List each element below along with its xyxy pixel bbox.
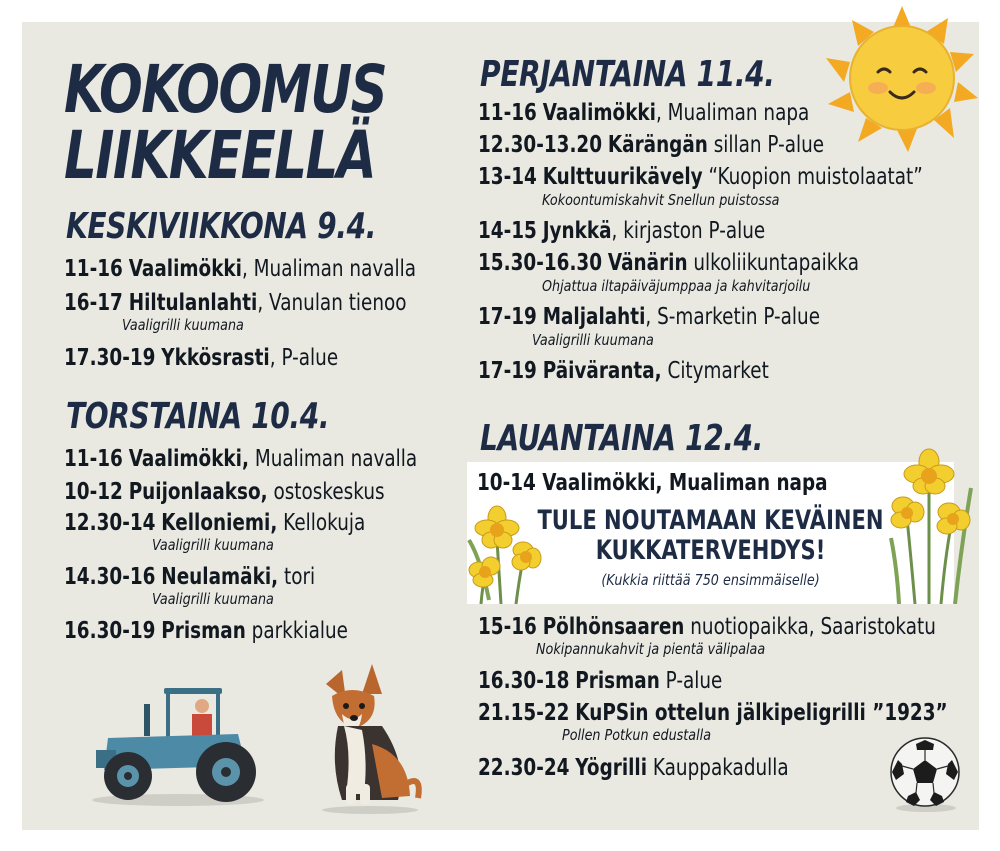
title-line-1: KOKOOMUS — [64, 51, 387, 128]
title-line-2: LIIKKEELLÄ — [64, 117, 376, 194]
event-row: 17.30-19 Ykkösrasti, P-alue — [64, 345, 339, 371]
event-row: 17-19 Maljalahti, S-marketin P-alue — [478, 304, 821, 330]
event-note: Vaaligrilli kuumana — [122, 316, 244, 334]
event-row: 16.30-18 Prisman P-alue — [478, 668, 723, 694]
promo-event: 10-14 Vaalimökki, Mualiman napa — [477, 470, 828, 496]
event-row: 11-16 Vaalimökki, Mualiman napa — [478, 100, 810, 126]
event-row: 16-17 Hiltulanlahti, Vanulan tienoo — [64, 290, 407, 316]
event-note: Pollen Potkun edustalla — [562, 726, 712, 744]
event-note: Kokoontumiskahvit Snellun puistossa — [542, 191, 780, 209]
daffodil-right-icon — [885, 448, 975, 604]
event-row: 11-16 Vaalimökki, Mualiman navalla — [64, 446, 418, 472]
tractor-icon — [88, 680, 268, 808]
day-heading-saturday: LAUANTAINA 12.4. — [480, 418, 764, 459]
event-note: Vaaligrilli kuumana — [532, 331, 654, 349]
daffodil-left-icon — [461, 500, 551, 604]
event-row: 12.30-14 Kelloniemi, Kellokuja — [64, 510, 366, 536]
sun-icon — [822, 4, 982, 154]
event-note: Nokipannukahvit ja pientä välipalaa — [536, 640, 766, 658]
dog-icon — [312, 664, 424, 814]
event-row: 13-14 Kulttuurikävely “Kuopion muistolaatat” — [478, 164, 923, 190]
event-row: 12.30-13.20 Kärängän sillan P-alue — [478, 132, 825, 158]
promo-headline-2: KUKKATERVEHDYS! — [595, 535, 826, 566]
event-row: 14.30-16 Neulamäki, tori — [64, 564, 316, 590]
event-row: 17-19 Päiväranta, Citymarket — [478, 358, 769, 384]
promo-note: (Kukkia riittää 750 ensimmäiselle) — [601, 571, 820, 589]
promo-box — [467, 462, 954, 604]
day-heading-friday: PERJANTAINA 11.4. — [480, 54, 775, 95]
event-note: Vaaligrilli kuumana — [152, 590, 274, 608]
event-row: 22.30-24 Yögrilli Kauppakadulla — [478, 755, 789, 781]
event-row: 15-16 Pölhönsaaren nuotiopaikka, Saaristokatu — [478, 614, 936, 640]
event-row: 10-12 Puijonlaakso, ostoskeskus — [64, 479, 385, 505]
event-row: 21.15-22 KuPSin ottelun jälkipeligrilli ”1923” — [478, 700, 948, 726]
day-heading-wednesday: KESKIVIIKKONA 9.4. — [66, 206, 377, 247]
football-icon — [886, 736, 964, 812]
event-row: 14-15 Jynkkä, kirjaston P-alue — [478, 218, 766, 244]
event-note: Ohjattua iltapäiväjumppaa ja kahvitarjoilu — [542, 277, 811, 295]
promo-headline-1: TULE NOUTAMAAN KEVÄINEN — [537, 505, 884, 536]
day-heading-thursday: TORSTAINA 10.4. — [66, 396, 330, 437]
event-row: 15.30-16.30 Vänärin ulkoliikuntapaikka — [478, 250, 859, 276]
event-row: 16.30-19 Prisman parkkialue — [64, 618, 348, 644]
event-row: 11-16 Vaalimökki, Mualiman navalla — [64, 256, 417, 282]
event-note: Vaaligrilli kuumana — [152, 536, 274, 554]
